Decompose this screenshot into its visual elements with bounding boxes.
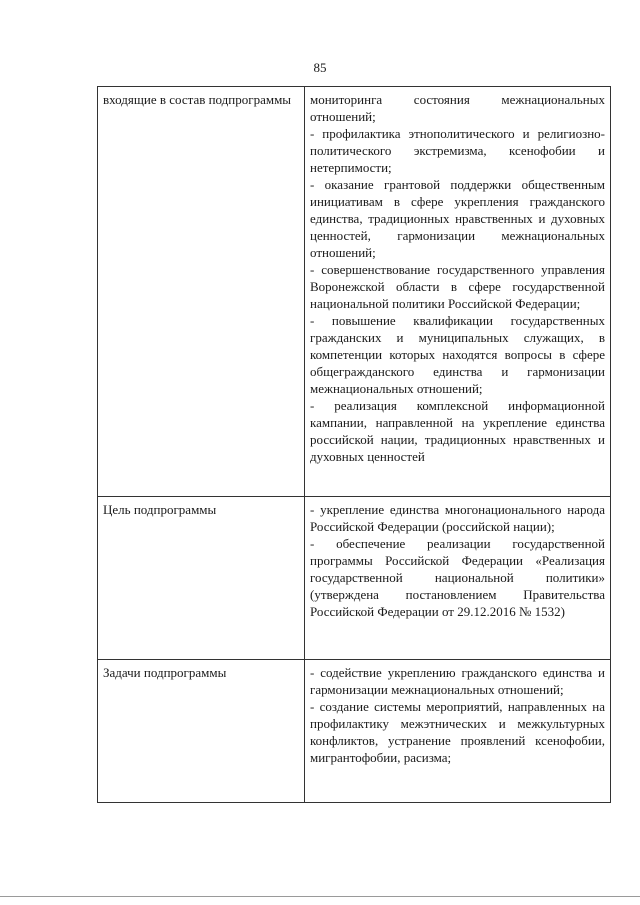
table-row [98,660,611,803]
row-label-tasks: Задачи подпрограммы [98,660,305,803]
list-item: - укрепление единства многонационального народа Российской Федерации (российской нации); [310,502,605,534]
list-item: - создание системы мероприятий, направленных на профилактику межэтнических и межкультурных конфликтов, устранение проявлений ксенофобии, мигрантофобии, расизма; [310,699,605,765]
list-item: - обеспечение реализации государственной программы Российской Федерации «Реализация государственной национальной политики» (утверждена постановлением Правительства Российской Федерации от 29.12.2016 № 1532) [310,536,605,619]
list-item: - реализация комплексной информационной кампании, направленной на укрепление единства российской нации, традиционных нравственных и духовных ценностей [310,398,605,464]
list-item: мониторинга состояния межнациональных отношений; [310,92,605,124]
list-item: - совершенствование государственного управления Воронежской области в сфере государственной национальной политики Российской Федерации; [310,262,605,311]
row-content-included [305,87,611,497]
row-label-included: входящие в состав подпрограммы [98,87,305,497]
list-item: - повышение квалификации государственных гражданских и муниципальных служащих, в компетенции которых находятся вопросы в сфере общегражданского единства и гармонизации межнациональных отношений; [310,313,605,396]
row-content-tasks [305,660,611,803]
list-item: - содействие укреплению гражданского единства и гармонизации межнациональных отношений; [310,665,605,697]
list-item: - оказание грантовой поддержки общественным инициативам в сфере укрепления гражданского единства, традиционных нравственных и духовных ценностей, гармонизации межнациональных отношений; [310,177,605,260]
row-content-goal [305,497,611,660]
row-label-goal: Цель подпрограммы [98,497,305,660]
passport-table [97,86,611,803]
list-item: - профилактика этнополитического и религиозно-политического экстремизма, ксенофобии и нетерпимости; [310,126,605,175]
page-number: 85 [313,60,327,75]
table-row [98,87,611,497]
scan-edge-line [0,896,640,897]
table-row [98,497,611,660]
